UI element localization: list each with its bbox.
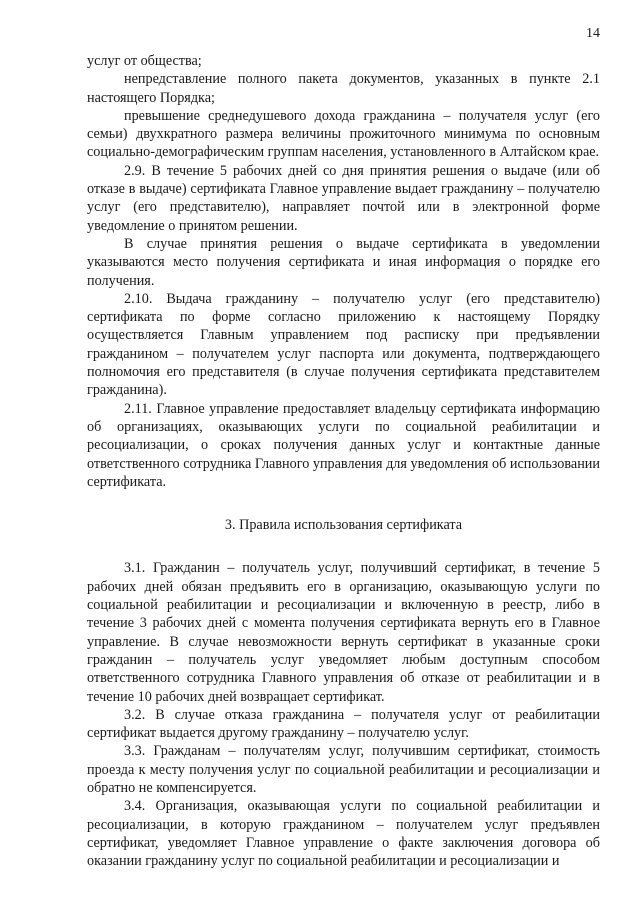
paragraph: услуг от общества; (87, 53, 202, 69)
paragraph-3-1: 3.1. Гражданин – получатель услуг, получивший сертификат, в течение 5 рабочих дней обязан предъявить его в организацию, оказывающую услуги по социальной реабилитации и ресоциализации и включенную в реестр, либо в течение 3 рабочих дней с момента получения сертификата вернуть его в Главное управление. В случае невозможности вернуть сертификат в указанные сроки гражданин – получатель услуг уведомляет любым доступным способом ответственного сотрудника Главного управления об отказе от реабилитации и в течение 10 рабочих дней возвращает сертификат. (87, 560, 600, 705)
paragraph: В случае принятия решения о выдаче сертификата в уведомлении указываются место получения сертификата и иная информация о порядке его получения. (87, 235, 600, 289)
paragraph-3-4: 3.4. Организация, оказывающая услуги по социальной реабилитации и ресоциализации, в которую гражданином – получателем услуг предъявлен сертификат, уведомляет Главное управление о факте заключения договора об оказании гражданину услуг по социальной реабилитации и ресоциализации и (87, 798, 600, 870)
paragraph-2-9: 2.9. В течение 5 рабочих дней со дня принятия решения о выдаче (или об отказе в выдаче) сертификата Главное управление выдает гражданину – получателю услуг (его представителю), направляет почтой или в электронной форме уведомление о принятом решении. (87, 162, 600, 234)
paragraph-2-11: 2.11. Главное управление предоставляет владельцу сертификата информацию об организациях, оказывающих услуги по социальной реабилитации и ресоциализации, о сроках получения данных услуг и контактные данные ответственного сотрудника Главного управления для уведомления об использовании сертификата. (87, 400, 600, 490)
paragraph-2-10: 2.10. Выдача гражданину – получателю услуг (его представителю) сертификата по форме согласно приложению к настоящему Порядку осуществляется Главным управлением под расписку при предъявлении гражданином – получателем услуг паспорта или документа, подтверждающего полномочия его представителя (в случае получения сертификата представителем гражданина). (87, 290, 600, 399)
paragraph: непредставление полного пакета документов, указанных в пункте 2.1 настоящего Порядка; (87, 71, 600, 106)
paragraph: превышение среднедушевого дохода гражданина – получателя услуг (его семьи) двухкратного размера величины прожиточного минимума по основным социально-демографическим группам населения, установленного в Алтайском крае. (87, 107, 600, 161)
paragraph-3-3: 3.3. Гражданам – получателям услуг, получившим сертификат, стоимость проезда к месту получения услуг по социальной реабилитации и ресоциализации и обратно не компенсируется. (87, 743, 600, 796)
document-body (87, 52, 600, 870)
section-3 (87, 559, 600, 870)
paragraph-3-2: 3.2. В случае отказа гражданина – получателя услуг от реабилитации сертификат выдается другому гражданину – получателю услуг. (87, 706, 600, 742)
section-2-continuation (87, 52, 600, 491)
section-3-heading: 3. Правила использования сертификата (224, 517, 463, 534)
page-number: 14 (586, 26, 600, 41)
